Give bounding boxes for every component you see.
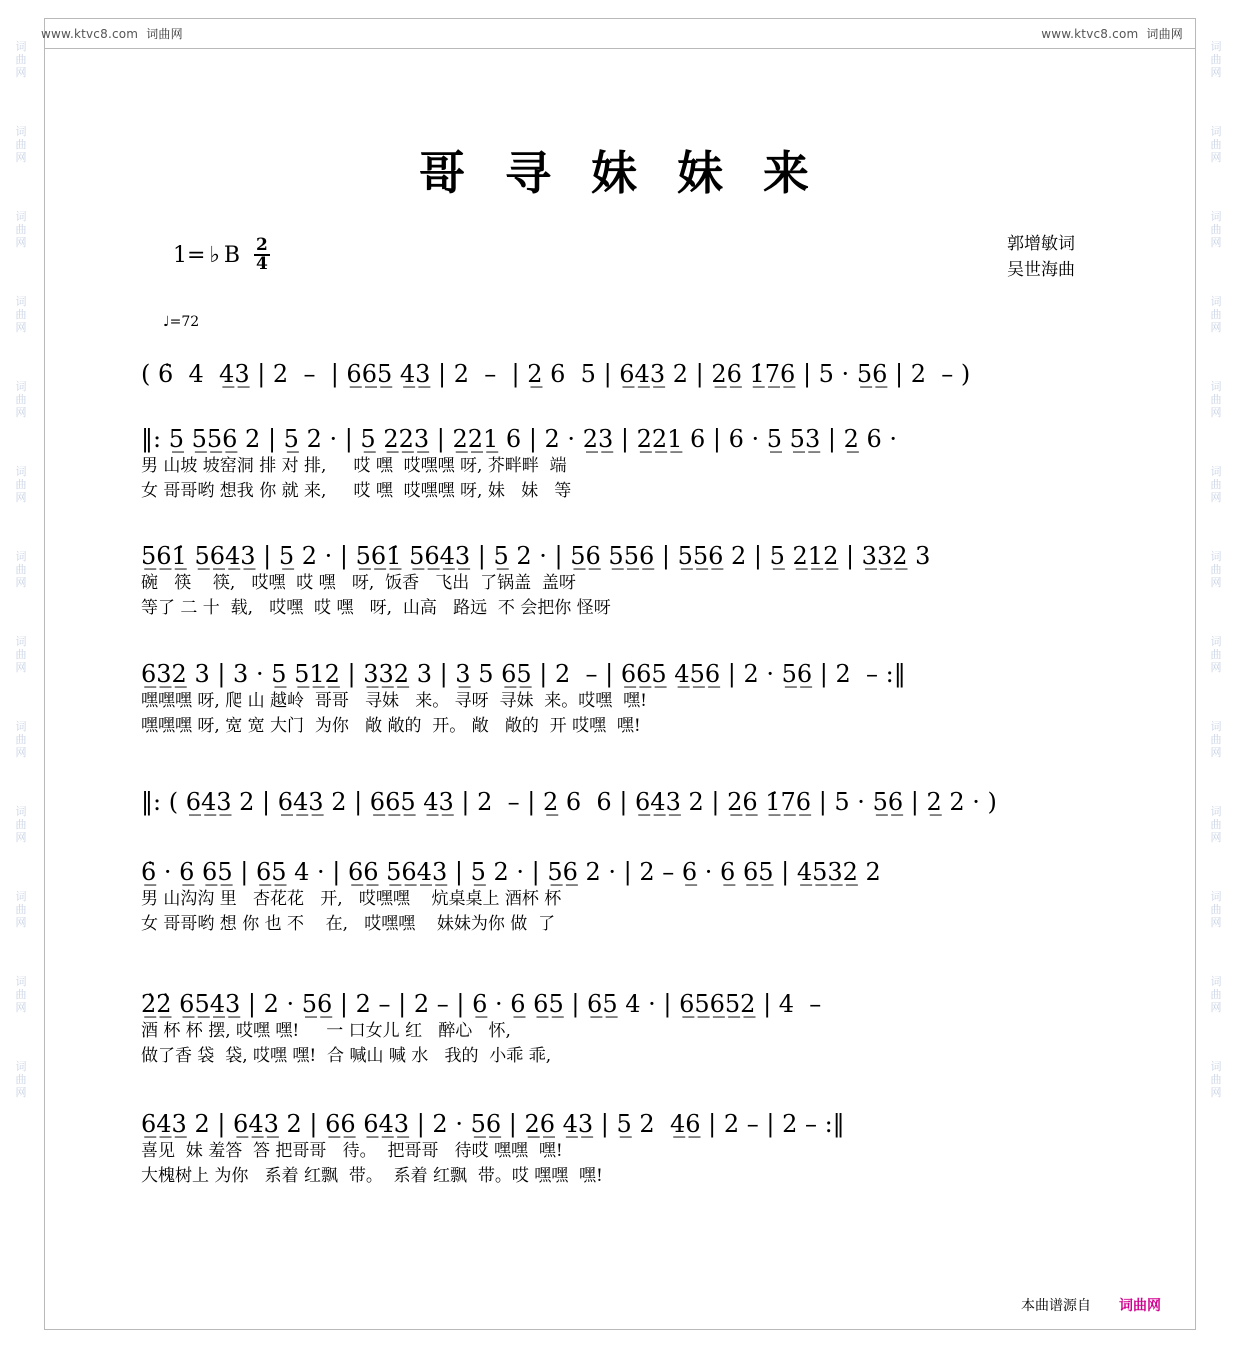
- watermark-text: 词曲网: [15, 40, 27, 79]
- key-note: B: [223, 242, 240, 268]
- site-name-left: 词曲网: [146, 27, 183, 41]
- lyric-line-male: 嘿嘿嘿 呀, 爬 山 越岭 哥哥 寻妹 来。 寻呀 寻妹 来。哎嘿 嘿!: [141, 691, 647, 711]
- stave-intro: [141, 359, 1135, 389]
- lyric-line-female: 大槐树上 为你 系着 红飘 带。 系着 红飘 带。哎 嘿嘿 嘿!: [141, 1166, 603, 1186]
- lyric-line-female: 女 哥哥哟 想 你 也 不 在, 哎嘿嘿 妹妹为你 做 了: [141, 914, 556, 934]
- watermark-text: 词曲网: [15, 805, 27, 844]
- watermark-text: 词曲网: [15, 125, 27, 164]
- notation-line: 6̲̇ · 6̲ 6̲5̲ | 6̲5̲ 4 · | 6̲6̲ 5̲6̲4̲3̲ | 5̲ 2 · | 5̲6̲ 2 · | 2 – 6̲ · 6̲ 6̲5̲ | 4̲5̲3̲2̲ 2: [141, 858, 881, 886]
- watermark-text: 词曲网: [1210, 40, 1222, 79]
- lyric-line-female: 嘿嘿嘿 呀, 宽 宽 大门 为你 敞 敞的 开。 敞 敞的 开 哎嘿 嘿!: [141, 716, 641, 736]
- watermark-text: 词曲网: [1210, 465, 1222, 504]
- stave-verse1-line3: [141, 659, 1135, 739]
- watermark-text: 词曲网: [1210, 550, 1222, 589]
- watermark-text: 词曲网: [1210, 380, 1222, 419]
- watermark-text: 词曲网: [1210, 295, 1222, 334]
- lyricist: 郭增敏词: [1007, 234, 1075, 254]
- lyric-line-female: 做了香 袋 袋, 哎嘿 嘿! 合 喊山 喊 水 我的 小乖 乖,: [141, 1046, 552, 1066]
- composer: 吴世海曲: [1007, 260, 1075, 280]
- time-signature-denominator: 4: [256, 254, 268, 274]
- watermark-text: 词曲网: [15, 550, 27, 589]
- key-signature: [173, 237, 270, 273]
- watermark-text: 词曲网: [1210, 210, 1222, 249]
- stave-verse1-line2: [141, 541, 1135, 621]
- page-title: 哥 寻 妹 妹 来: [418, 146, 822, 200]
- site-header: [41, 19, 1195, 49]
- watermark-text: 词曲网: [1210, 1060, 1222, 1099]
- stave-verse2-line3: [141, 1109, 1135, 1189]
- site-url-left: [41, 25, 183, 42]
- time-signature-numerator: 2: [256, 235, 268, 255]
- stave-verse1-line1: [141, 424, 1135, 504]
- watermark-column-right: [1195, 0, 1237, 1348]
- site-url-right-text: www.ktvc8.com: [1041, 27, 1139, 41]
- watermark-text: 词曲网: [1210, 635, 1222, 674]
- notation-line: 2̲̇2̲̇ 6̲5̲4̲3̲ | 2 · 5̲6̲ | 2 – | 2 – | 6̲ · 6̲ 6̲5̲ | 6̲5̲ 4 · | 6̲5̲6̲5̲2̲ | 4 –: [141, 990, 822, 1018]
- watermark-text: 词曲网: [15, 210, 27, 249]
- watermark-text: 词曲网: [15, 465, 27, 504]
- watermark-text: 词曲网: [15, 380, 27, 419]
- watermark-text: 词曲网: [15, 890, 27, 929]
- time-signature: [254, 237, 270, 273]
- stave-verse2-line2: [141, 989, 1135, 1069]
- tempo-marking: ♩=72: [163, 314, 200, 330]
- watermark-text: 词曲网: [1210, 720, 1222, 759]
- lyric-line-male: 喜见 妹 羞答 答 把哥哥 待。 把哥哥 待哎 嘿嘿 嘿!: [141, 1141, 563, 1161]
- site-url-right: [1041, 25, 1183, 42]
- notation-line: ‖: 5̲ 5̲5̲6̲ 2 | 5̲ 2 · | 5̲ 2̲2̲3̲ | 2̲2̲1̲ 6 | 2 · 2̲3̲ | 2̲2̲1̲ 6 | 6 · 5̲ 5̲3̲ | 2̲ 6 ·: [141, 425, 897, 453]
- watermark-text: 词曲网: [1210, 975, 1222, 1014]
- lyric-line-male: 酒 杯 杯 摆, 哎嘿 嘿! 一 口女儿 红 醉心 怀,: [141, 1021, 511, 1041]
- notation-line: ‖: ( 6̲4̲3̲ 2 | 6̲4̲3̲ 2 | 6̲6̲5̲ 4̲3̲ | 2 – | 2̲ 6 6 | 6̲4̲3̲ 2 | 2̲6̲ 1̲̇7̲6̲ | 5 · 5̲6̲ | 2̲ 2 · ): [141, 788, 997, 816]
- lyric-line-female: 等了 二 十 载, 哎嘿 哎 嘿 呀, 山高 路远 不 会把你 怪呀: [141, 598, 611, 618]
- watermark-text: 词曲网: [15, 1060, 27, 1099]
- notation-line: 6̲4̲3̲ 2 | 6̲4̲3̲ 2 | 6̲6̲ 6̲4̲3̲ | 2 · 5̲6̲ | 2̲6̲ 4̲3̲ | 5̲ 2 4̲6̲ | 2 – | 2 – :‖: [141, 1110, 845, 1138]
- stave-interlude: [141, 787, 1135, 817]
- watermark-text: 词曲网: [15, 635, 27, 674]
- lyric-line-female: 女 哥哥哟 想我 你 就 来, 哎 嘿 哎嘿嘿 呀, 妹 妹 等: [141, 481, 572, 501]
- stave-verse2-line1: [141, 857, 1135, 937]
- lyric-line-male: 男 山沟沟 里 杏花花 开, 哎嘿嘿 炕桌桌上 酒杯 杯: [141, 889, 562, 909]
- footer-source-label: 本曲谱源自: [1021, 1298, 1091, 1314]
- score-sheet: [41, 18, 1196, 1330]
- watermark-column-left: [0, 0, 42, 1348]
- footer: [1021, 1295, 1161, 1315]
- key-label: 1=: [173, 242, 206, 268]
- lyric-line-male: 碗 筷 筷, 哎嘿 哎 嘿 呀, 饭香 飞出 了锅盖 盖呀: [141, 573, 576, 593]
- watermark-text: 词曲网: [15, 975, 27, 1014]
- notation-line: ( 6̇ 4 4̲3̲ | 2 – | 6̲6̲5̲ 4̲3̲ | 2 – | 2̲ 6 5 | 6̲4̲3̲ 2 | 2̲6̲ 1̲̇7̲6̲ | 5 · 5̲6̲ | 2 – ): [141, 360, 971, 388]
- notation-line: 5̲6̲1̲̇ 5̲6̲4̲3̲ | 5̲ 2 · | 5̲6̲1̲̇ 5̲6̲4̲3̲ | 5̲ 2 · | 5̲6̲ 5̲5̲6̲ | 5̲5̲6̲ 2 | 5̲ 2̲1̲2̲ | 3̲3̲2̲ 3: [141, 542, 931, 570]
- watermark-text: 词曲网: [1210, 805, 1222, 844]
- credits: [1007, 231, 1075, 283]
- notation-line: 6̲3̲2̲ 3 | 3 · 5̲ 5̲1̲2̲ | 3̲3̲2̲ 3 | 3̲ 5 6̲5̲ | 2 – | 6̲6̲5̲ 4̲5̲6̲ | 2 · 5̲6̲ | 2 – :‖: [141, 660, 906, 688]
- watermark-text: 词曲网: [1210, 890, 1222, 929]
- key-flat: ♭: [209, 242, 220, 268]
- watermark-text: 词曲网: [15, 720, 27, 759]
- watermark-text: 词曲网: [1210, 125, 1222, 164]
- site-name-right: 词曲网: [1146, 27, 1183, 41]
- watermark-text: 词曲网: [15, 295, 27, 334]
- footer-brand[interactable]: 词曲网: [1119, 1298, 1161, 1314]
- lyric-line-male: 男 山坡 坡窑洞 排 对 排, 哎 嘿 哎嘿嘿 呀, 芥畔畔 端: [141, 456, 567, 476]
- site-url-left-text: www.ktvc8.com: [41, 27, 139, 41]
